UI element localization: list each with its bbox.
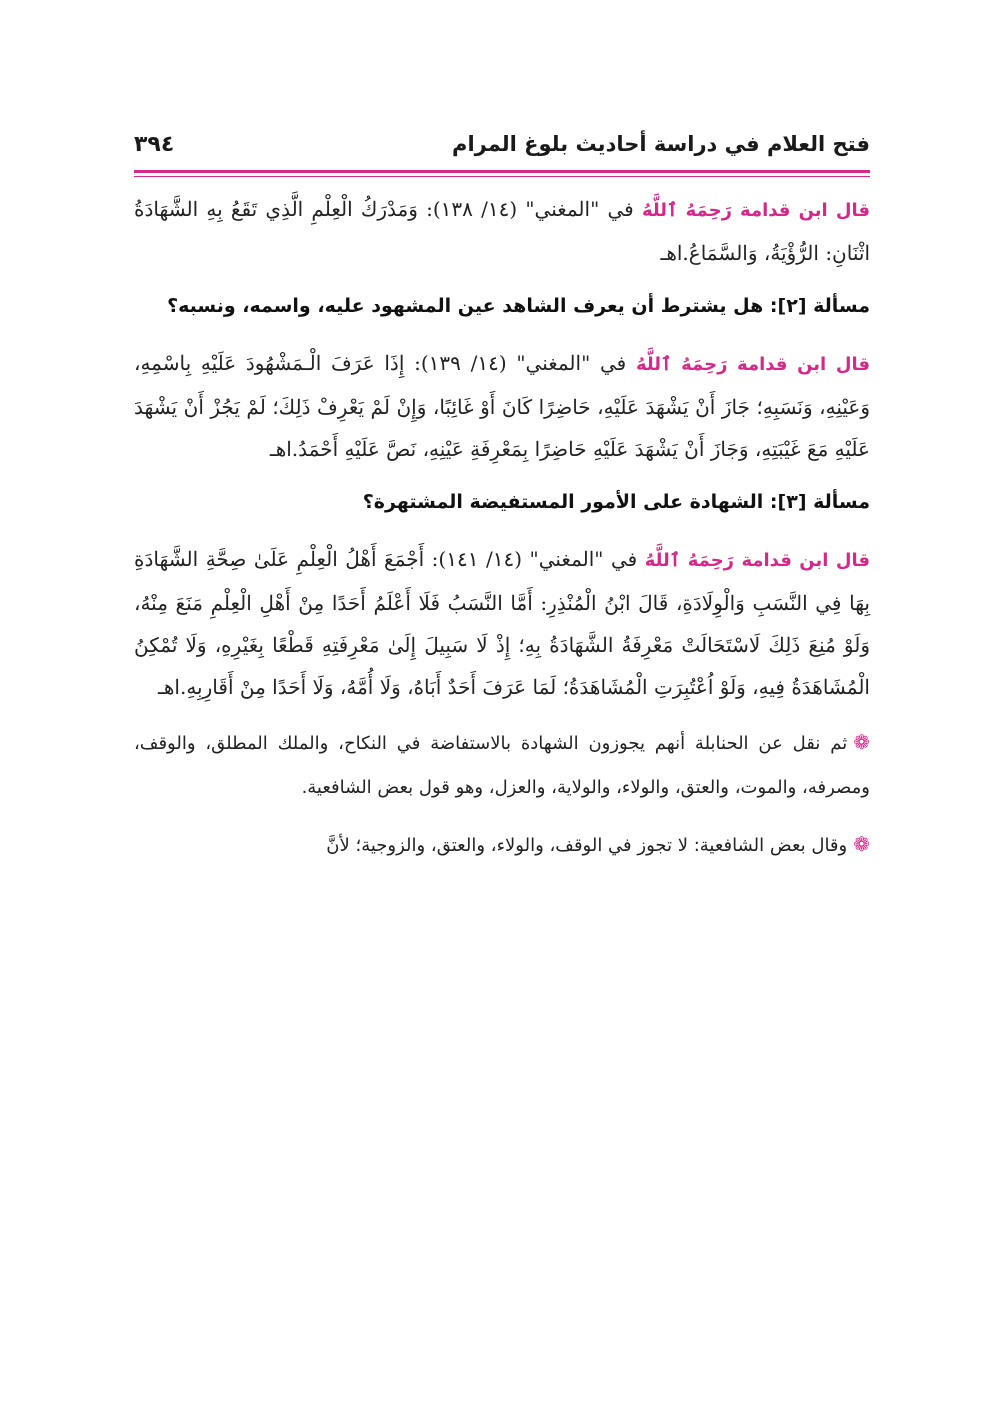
running-header — [134, 122, 870, 166]
question-heading: مسألة [٣]: الشهادة على الأمور المستفيضة المشتهرة؟ — [362, 491, 870, 513]
header-rule-thin — [134, 176, 870, 177]
page-number: ٣٩٤ — [134, 131, 175, 157]
quote-source: قال ابن قدامة رَحِمَهُ ٱللَّهُ — [641, 200, 870, 221]
bullet-text: ثم نقل عن الحنابلة أنهم يجوزون الشهادة بالاستفاضة في النكاح، والملك المطلق، والوقف، ومصرفه، والموت، والعتق، والولاء، والولاية، والعزل، وهو قول بعض الشافعية. — [134, 733, 870, 798]
question-heading: مسألة [٢]: هل يشترط أن يعرف الشاهد عين المشهود عليه، واسمه، ونسبه؟ — [167, 295, 870, 317]
quote-paragraph — [134, 538, 870, 708]
quote-text: في "المغني" (١٤/ ١٣٩): إِذَا عَرَفَ الْـمَشْهُودَ عَلَيْهِ بِاسْمِهِ، وَعَيْنِهِ، وَنَسَبِهِ؛ جَازَ أَنْ يَشْهَدَ عَلَيْهِ، حَاضِرًا كَانَ أَوْ غَائِبًا، وَإِنْ لَمْ يَعْرِفْ ذَلِكَ؛ لَمْ يَجُزْ أَنْ يَشْهَدَ عَلَيْهِ مَعَ غَيْبَتِهِ، وَجَازَ أَنْ يَشْهَدَ عَلَيْهِ حَاضِرًا بِمَعْرِفَةِ عَيْنِهِ، نَصَّ عَلَيْهِ أَحْمَدُ.اهـ — [134, 351, 870, 461]
quote-text: في "المغني" (١٤/ ١٣٨): وَمَدْرَكُ الْعِلْمِ الَّذِي تَقَعُ بِهِ الشَّهَادَةُ اثْنَانِ: الرُّؤْيَةُ، وَالسَّمَاعُ.اهـ — [134, 197, 870, 265]
bullet-text: وقال بعض الشافعية: لا تجوز في الوقف، والولاء، والعتق، والزوجية؛ لأنَّ — [326, 835, 848, 856]
bullet-paragraph — [134, 822, 870, 868]
quote-paragraph — [134, 188, 870, 274]
book-title: فتح العلام في دراسة أحاديث بلوغ المرام — [452, 132, 870, 156]
quote-source: قال ابن قدامة رَحِمَهُ ٱللَّهُ — [635, 354, 870, 375]
bullet-paragraph — [134, 720, 870, 810]
quote-paragraph — [134, 342, 870, 470]
flower-bullet-icon: ❁ — [853, 730, 870, 754]
header-rule — [134, 170, 870, 173]
quote-source: قال ابن قدامة رَحِمَهُ ٱللَّهُ — [644, 550, 870, 571]
flower-bullet-icon: ❁ — [853, 832, 870, 856]
page-body — [134, 188, 870, 876]
quote-text: في "المغني" (١٤/ ١٤١): أَجْمَعَ أَهْلُ الْعِلْمِ عَلَىٰ صِحَّةِ الشَّهَادَةِ بِهَا فِي النَّسَبِ وَالْوِلَادَةِ، قَالَ ابْنُ الْمُنْذِرِ: أَمَّا النَّسَبُ فَلَا أَعْلَمُ أَحَدًا مِنْ أَهْلِ الْعِلْمِ مَنَعَ مِنْهُ، وَلَوْ مُنِعَ ذَلِكَ لَاسْتَحَالَتْ مَعْرِفَةُ الشَّهَادَةُ بِهِ؛ إِذْ لَا سَبِيلَ إِلَىٰ مَعْرِفَتِهِ قَطْعًا بِغَيْرِهِ، وَلَا تُمْكِنُ الْمُشَاهَدَةُ فِيهِ، وَلَوْ اُعْتُبِرَتِ الْمُشَاهَدَةُ؛ لَمَا عَرَفَ أَحَدٌ أَبَاهُ، وَلَا أُمَّهُ، وَلَا أَحَدًا مِنْ أَقَارِبِهِ.اهـ — [134, 547, 870, 699]
